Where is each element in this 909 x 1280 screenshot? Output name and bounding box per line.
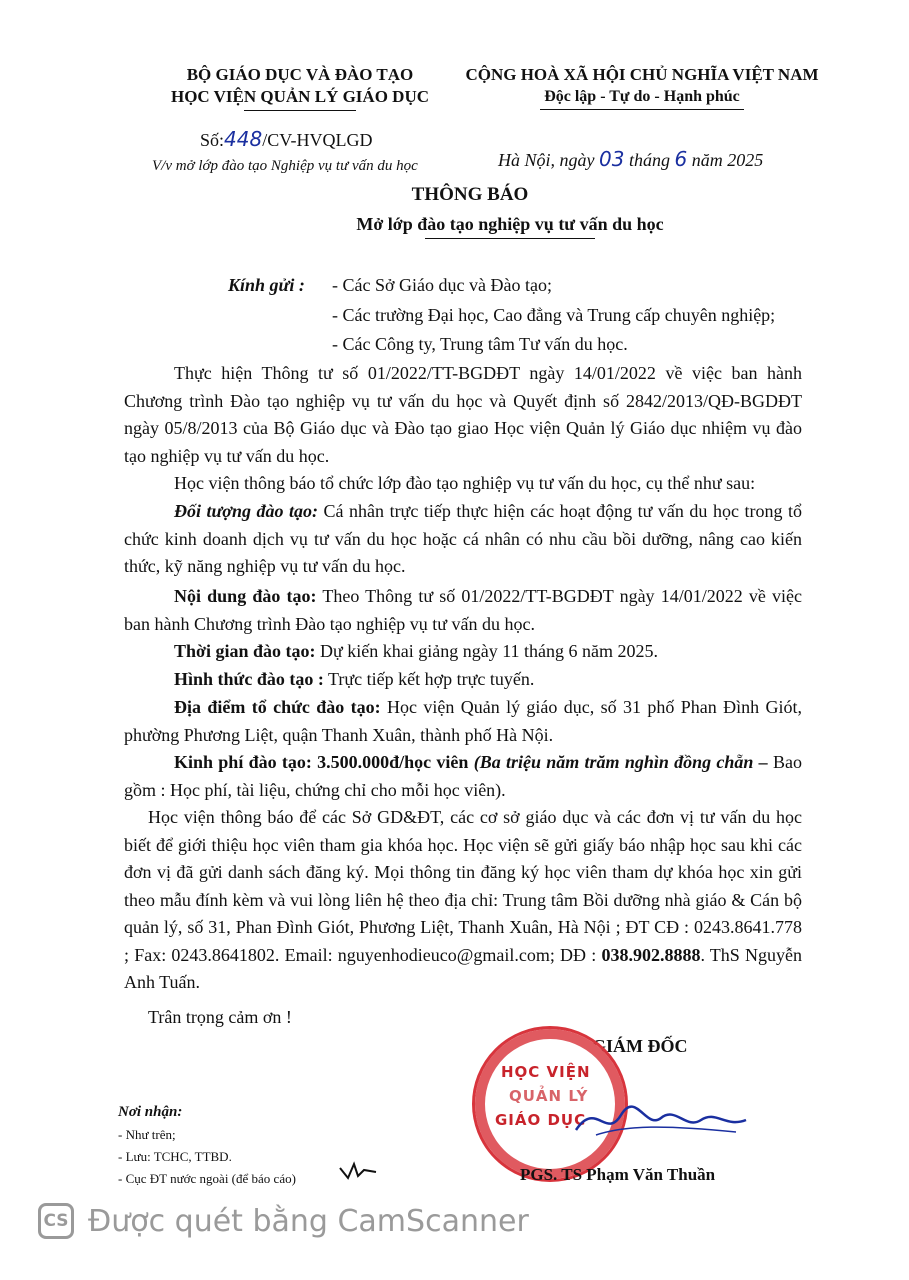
ministry-header [150, 64, 450, 108]
mobile-number: 038.902.8888 [601, 944, 701, 965]
document-date: Hà Nội, ngày 03 tháng 6 năm 2025 [498, 147, 764, 171]
handwritten-signature [566, 1090, 766, 1150]
target-label: Đối tượng đào tạo: [174, 501, 319, 521]
notice-subtitle: Mở lớp đào tạo nghiệp vụ tư vấn du học [356, 214, 664, 234]
content-label: Nội dung đào tạo: [174, 586, 317, 606]
recipients-label: Kính gửi : [228, 275, 305, 295]
motto-underline [540, 109, 744, 110]
document-subject: V/v mở lớp đào tạo Nghiệp vụ tư vấn du học [152, 158, 418, 174]
distribution-item: - Như trên; [118, 1127, 176, 1142]
handwritten-number: 448 [224, 127, 263, 151]
paragraph-target: Đối tượng đào tạo: Cá nhân trực tiếp thực hiện các hoạt động tư vấn du học trong tổ chức kinh doanh dịch vụ tư vấn du học hoặc cá nhân có nhu cầu bồi dưỡng, nâng cao kiến thức, kỹ năng nghiệp vụ tư vấn du học. [124, 501, 802, 576]
handwritten-month: 6 [674, 147, 688, 171]
recipient-item: - Các Công ty, Trung tâm Tư vấn du học. [332, 334, 628, 354]
document-number: Số:448/CV-HVQLGD [200, 127, 373, 151]
camscanner-logo-icon: CS [38, 1203, 74, 1239]
paragraph-content: Nội dung đào tạo: Theo Thông tư số 01/2022/TT-BGDĐT ngày 14/01/2022 về việc ban hành Chương trình Đào tạo nghiệp vụ tư vấn du học. [124, 586, 803, 634]
stamp-line: QUẢN LÝ [509, 1087, 589, 1105]
paragraph-contact: Học viện thông báo để các Sở GD&ĐT, các cơ sở giáo dục và các đơn vị tư vấn du học biết để giới thiệu học viên tham gia khóa học. Học viện sẽ gửi giấy báo nhập học sau khi các đơn vị đã gửi danh sách đăng ký. Mọi thông tin đăng ký học viên tham dự khóa học xin gửi theo mẫu đính kèm và vui lòng liên hệ theo địa chỉ: Trung tâm Bồi dưỡng nhà giáo & Cán bộ quản lý, số 31, Phan Đình Giót, Phương Liệt, Thanh Xuân, Hà Nội ; ĐT CĐ : 0243.8641.778 ; Fax: 0243.8641802. Email: nguyenhodieuco@gmail.com; DĐ : 038.902.8888. ThS Nguyễn Anh Tuấn. [124, 807, 803, 992]
fee-label: Kinh phí đào tạo: [174, 752, 312, 772]
format-label: Hình thức đào tạo : [174, 669, 324, 689]
notice-title: THÔNG BÁO [411, 184, 529, 205]
subtitle-underline [425, 238, 595, 239]
recipient-item: - Các Sở Giáo dục và Đào tạo; [332, 275, 552, 295]
distribution-item: - Cục ĐT nước ngoài (để báo cáo) [118, 1171, 296, 1186]
email-link[interactable]: nguyenhodieuco@gmail.com [337, 944, 550, 965]
institution-name: HỌC VIỆN QUẢN LÝ GIÁO DỤC [170, 87, 429, 106]
paragraph-time: Thời gian đào tạo: Dự kiến khai giảng ngày 11 tháng 6 năm 2025. [174, 641, 659, 661]
stamp-line: GIÁO DỤC [495, 1111, 587, 1129]
camscanner-watermark: Được quét bằng CamScanner [88, 1204, 529, 1239]
fee-words: (Ba triệu năm trăm nghìn đồng chẵn – [468, 752, 768, 772]
paragraph-fee: Kinh phí đào tạo: 3.500.000đ/học viên (Ba triệu năm trăm nghìn đồng chẵn – Bao gồm : Học phí, tài liệu, chứng chỉ cho mỗi học viên). [124, 752, 802, 800]
initial-mark [338, 1160, 378, 1182]
distribution-label: Nơi nhận: [118, 1104, 183, 1120]
recipients-list [332, 272, 775, 359]
handwritten-day: 03 [599, 147, 625, 171]
location-label: Địa điểm tổ chức đào tạo: [174, 697, 381, 717]
distribution-item: - Lưu: TCHC, TTBD. [118, 1149, 232, 1164]
distribution-list [118, 1126, 296, 1188]
institution-underline [244, 110, 356, 111]
stamp-line: HỌC VIỆN [501, 1063, 591, 1081]
national-header [462, 64, 822, 108]
closing-thanks: Trân trọng cảm ơn ! [148, 1007, 292, 1027]
time-label: Thời gian đào tạo: [174, 641, 316, 661]
paragraph-location: Địa điểm tổ chức đào tạo: Học viện Quản lý giáo dục, số 31 phố Phan Đình Giót, phường Phương Liệt, quận Thanh Xuân, thành phố Hà Nội. [124, 697, 803, 745]
paragraph-legal-basis: Thực hiện Thông tư số 01/2022/TT-BGDĐT ngày 14/01/2022 về việc ban hành Chương trình Đào tạo nghiệp vụ tư vấn du học và Quyết định số 2842/2013/QĐ-BGDĐT ngày 05/8/2013 của Bộ Giáo dục và Đào tạo giao Học viện Quản lý Giáo dục nhiệm vụ đào tạo nghiệp vụ tư vấn du học. [124, 363, 802, 466]
signatory-name: PGS. TS Phạm Văn Thuần [520, 1165, 716, 1184]
paragraph-format: Hình thức đào tạo : Trực tiếp kết hợp trực tuyến. [174, 669, 535, 689]
fee-amount: 3.500.000đ/học viên [311, 752, 469, 772]
paragraph-announcement: Học viện thông báo tổ chức lớp đào tạo nghiệp vụ tư vấn du học, cụ thể như sau: [174, 473, 756, 493]
ministry-name: BỘ GIÁO DỤC VÀ ĐÀO TẠO [186, 65, 414, 84]
recipient-item: - Các trường Đại học, Cao đẳng và Trung cấp chuyên nghiệp; [332, 304, 776, 325]
country-name: CỘNG HOÀ XÃ HỘI CHỦ NGHĨA VIỆT NAM [465, 65, 819, 84]
signatory-role: GIÁM ĐỐC [592, 1036, 688, 1056]
motto: Độc lập - Tự do - Hạnh phúc [544, 88, 740, 105]
